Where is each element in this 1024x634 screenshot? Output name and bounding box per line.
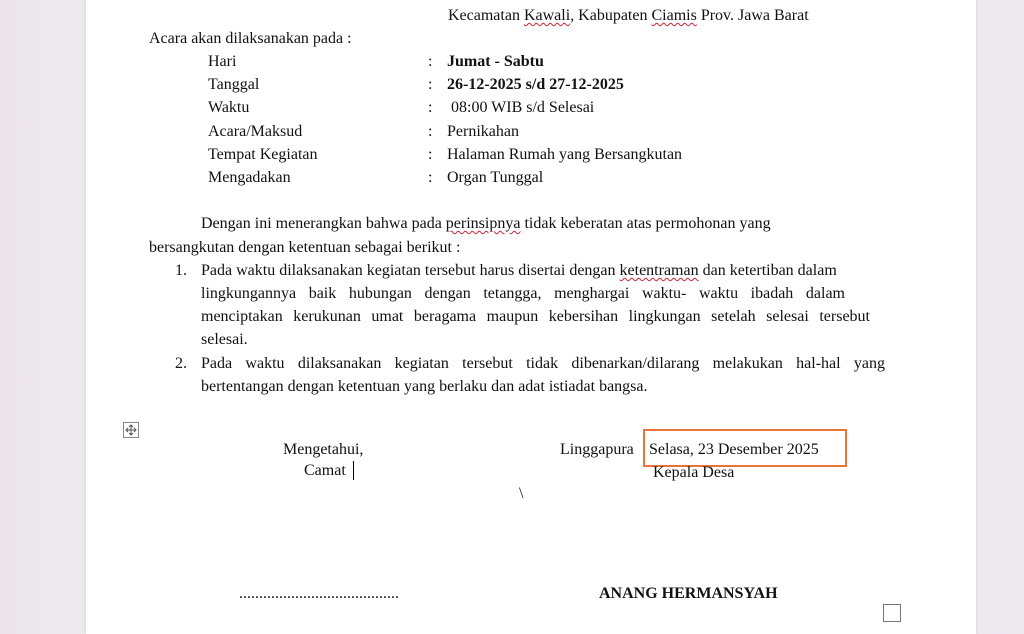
layout-options-box[interactable] [883, 604, 901, 622]
event-value-waktu: 08:00 WIB s/d Selesai [451, 99, 595, 116]
event-intro: Acara akan dilaksanakan pada : [149, 30, 352, 47]
event-value-tanggal: 26-12-2025 s/d 27-12-2025 [447, 76, 624, 93]
event-value-hari: Jumat - Sabtu [447, 53, 544, 70]
move-arrows-icon [124, 423, 138, 437]
condition-1-line-4: selesai. [201, 331, 248, 348]
event-colon: : [428, 76, 433, 93]
sig-left-line-1: Mengetahui, [283, 441, 364, 458]
condition-2-line-2: bertentangan dengan ketentuan yang berlaku dan adat istiadat bangsa. [201, 378, 648, 395]
table-move-handle[interactable] [123, 422, 139, 438]
sig-place: Linggapura [560, 441, 634, 458]
stray-backslash: \ [519, 485, 524, 502]
event-label-waktu: Waktu [208, 99, 250, 116]
statement-line-1: Dengan ini menerangkan bahwa pada perinsipnya tidak keberatan atas permohonan yang [201, 215, 771, 232]
event-label-tempat: Tempat Kegiatan [208, 146, 318, 163]
sig-date[interactable]: Selasa, 23 Desember 2025 [649, 441, 819, 458]
event-value-acara: Pernikahan [447, 123, 519, 140]
sig-left-line-2: Camat [304, 462, 346, 479]
event-value-mengadakan: Organ Tunggal [447, 169, 544, 186]
event-label-tanggal: Tanggal [208, 76, 260, 93]
header-location-line: Kecamatan Kawali, Kabupaten Ciamis Prov. Jawa Barat [448, 7, 809, 24]
condition-number: 1. [175, 262, 187, 279]
statement-line-2: bersangkutan dengan ketentuan sebagai berikut : [149, 239, 461, 256]
event-label-hari: Hari [208, 53, 237, 70]
date-highlight-box [643, 429, 847, 467]
event-value-tempat: Halaman Rumah yang Bersangkutan [447, 146, 683, 163]
sig-left-dots: ........................................ [239, 585, 399, 602]
condition-2-line-1: Pada waktu dilaksanakan kegiatan tersebut tidak dibenarkan/dilarang melakukan hal-hal yang [201, 355, 885, 372]
event-colon: : [428, 123, 433, 140]
condition-1-line-2: lingkungannya baik hubungan dengan tetangga, menghargai waktu- waktu ibadah dalam [201, 285, 845, 302]
sig-right-name: ANANG HERMANSYAH [599, 585, 778, 602]
spell-word-perinsipnya[interactable]: perinsipnya [445, 215, 521, 232]
event-colon: : [428, 99, 433, 116]
spell-word-kawali[interactable]: Kawali [523, 7, 571, 24]
condition-1-line-3: menciptakan kerukunan umat beragama maupun kebersihan lingkungan setelah selesai tersebut [201, 308, 870, 325]
spell-word-ciamis[interactable]: Ciamis [651, 7, 697, 24]
spell-word-ketentraman[interactable]: ketentraman [619, 262, 699, 279]
sig-right-title: Kepala Desa [653, 464, 735, 481]
condition-number: 2. [175, 355, 187, 372]
event-colon: : [428, 53, 433, 70]
text-cursor [353, 461, 354, 480]
event-colon: : [428, 146, 433, 163]
event-label-mengadakan: Mengadakan [208, 169, 291, 186]
condition-1-line-1: Pada waktu dilaksanakan kegiatan tersebut harus disertai dengan ketentraman dan ketertiban dalam [201, 262, 837, 279]
event-colon: : [428, 169, 433, 186]
event-label-acara: Acara/Maksud [208, 123, 303, 140]
